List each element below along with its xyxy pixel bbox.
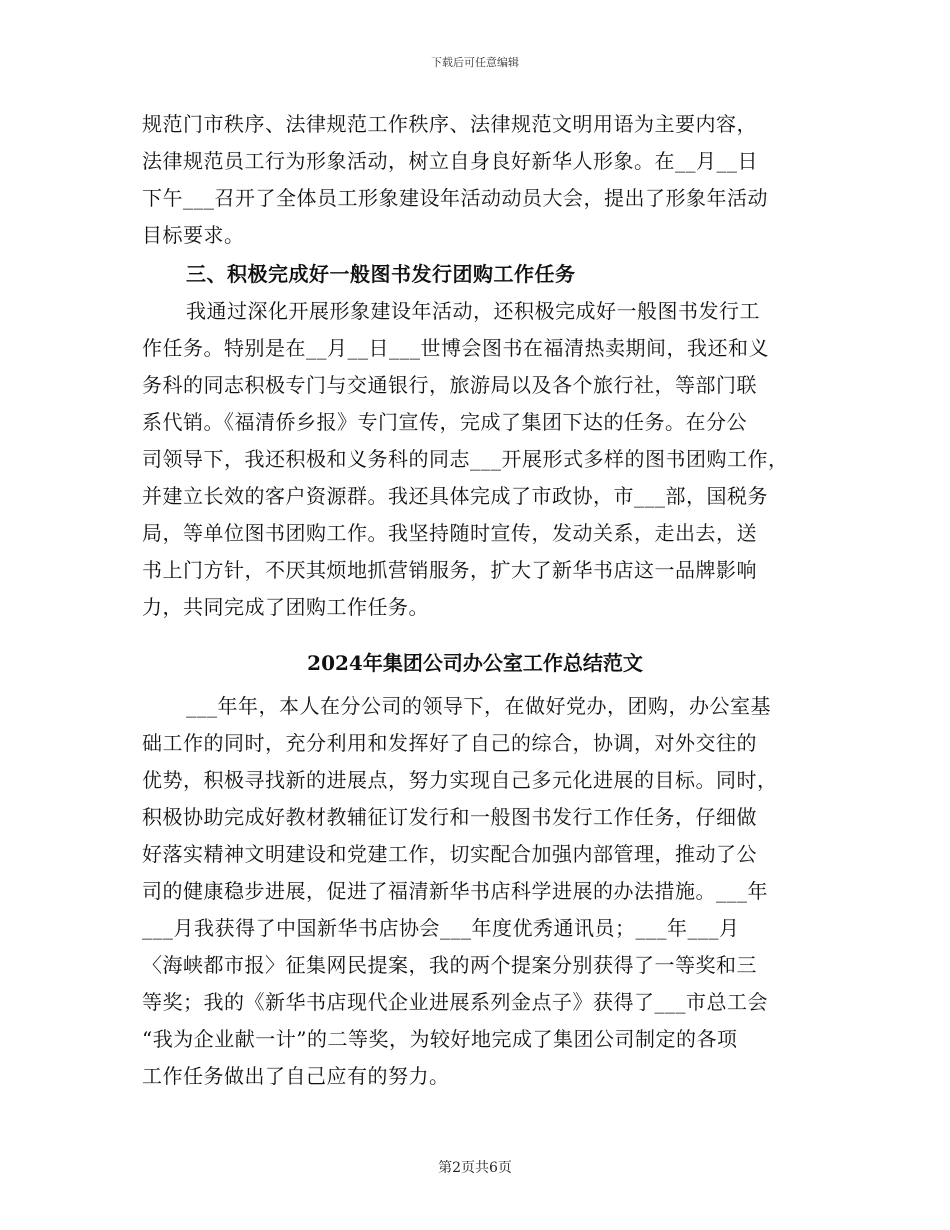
text-line: 法律规范员工行为形象活动，树立自身良好新华人形象。在__月__日 [142, 149, 758, 173]
text-line: 好落实精神文明建设和党建工作，切实配合加强内部管理，推动了公 [142, 842, 757, 866]
text-line: 力，共同完成了团购工作任务。 [142, 595, 429, 619]
page-number-footer: 第2页共6页 [438, 1160, 512, 1176]
text-line: 司的健康稳步进展，促进了福清新华书店科学进展的办法措施。___年 [142, 879, 768, 903]
text-line: 下午___召开了全体员工形象建设年活动动员大会，提出了形象年活动 [142, 186, 768, 210]
text-line: 书上门方针，不厌其烦地抓营销服务，扩大了新华书店这一品牌影响 [142, 558, 757, 582]
text-line: 础工作的同时，充分利用和发挥好了自己的综合，协调，对外交往的 [142, 731, 757, 755]
document-title: 2024年集团公司办公室工作总结范文 [307, 651, 643, 675]
text-line: 务科的同志积极专门与交通银行，旅游局以及各个旅行社，等部门联 [142, 373, 757, 397]
text-line: 作任务。特别是在__月__日___世博会图书在福清热卖期间，我还和义 [142, 336, 769, 360]
paragraph-section3 [142, 688, 822, 1095]
text-line: 系代销。《福清侨乡报》专门宣传，完成了集团下达的任务。在分公 [142, 410, 747, 434]
text-line: 等奖；我的《新华书店现代企业进展系列金点子》获得了___市总工会 [142, 990, 768, 1014]
text-line: 目标要求。 [142, 223, 245, 247]
text-line: 司领导下，我还积极和义务科的同志___开展形式多样的图书团购工作， [142, 447, 789, 471]
header-note: 下载后可任意编辑 [431, 56, 519, 69]
paragraph-section2 [142, 293, 822, 626]
text-line: 规范门市秩序、法律规范工作秩序、法律规范文明用语为主要内容， [142, 112, 757, 136]
paragraph-section1 [142, 106, 822, 254]
text-line: 积极协助完成好教材教辅征订发行和一般图书发行工作任务，仔细做 [142, 805, 757, 829]
text-line: “我为企业献一计”的二等奖，为较好地完成了集团公司制定的各项 [142, 1027, 738, 1051]
text-line: 优势，积极寻找新的进展点，努力实现自己多元化进展的目标。同时， [142, 768, 778, 792]
text-line: 局，等单位图书团购工作。我坚持随时宣传，发动关系，走出去，送 [142, 521, 757, 545]
section-heading [142, 256, 822, 293]
text-line: ___年年，本人在分公司的领导下，在做好党办，团购，办公室基 [186, 694, 771, 718]
text-line: 〈海峡都市报〉征集网民提案，我的两个提案分别获得了一等奖和三 [142, 953, 757, 977]
text-line: 工作任务做出了自己应有的努力。 [142, 1064, 450, 1088]
heading-3: 三、积极完成好一般图书发行团购工作任务 [186, 262, 576, 286]
text-line: ___月我获得了中国新华书店协会___年度优秀通讯员；___年___月 [142, 916, 740, 940]
text-line: 我通过深化开展形象建设年活动，还积极完成好一般图书发行工 [186, 299, 760, 323]
text-line: 并建立长效的客户资源群。我还具体完成了市政协，市___部，国税务 [142, 484, 768, 508]
